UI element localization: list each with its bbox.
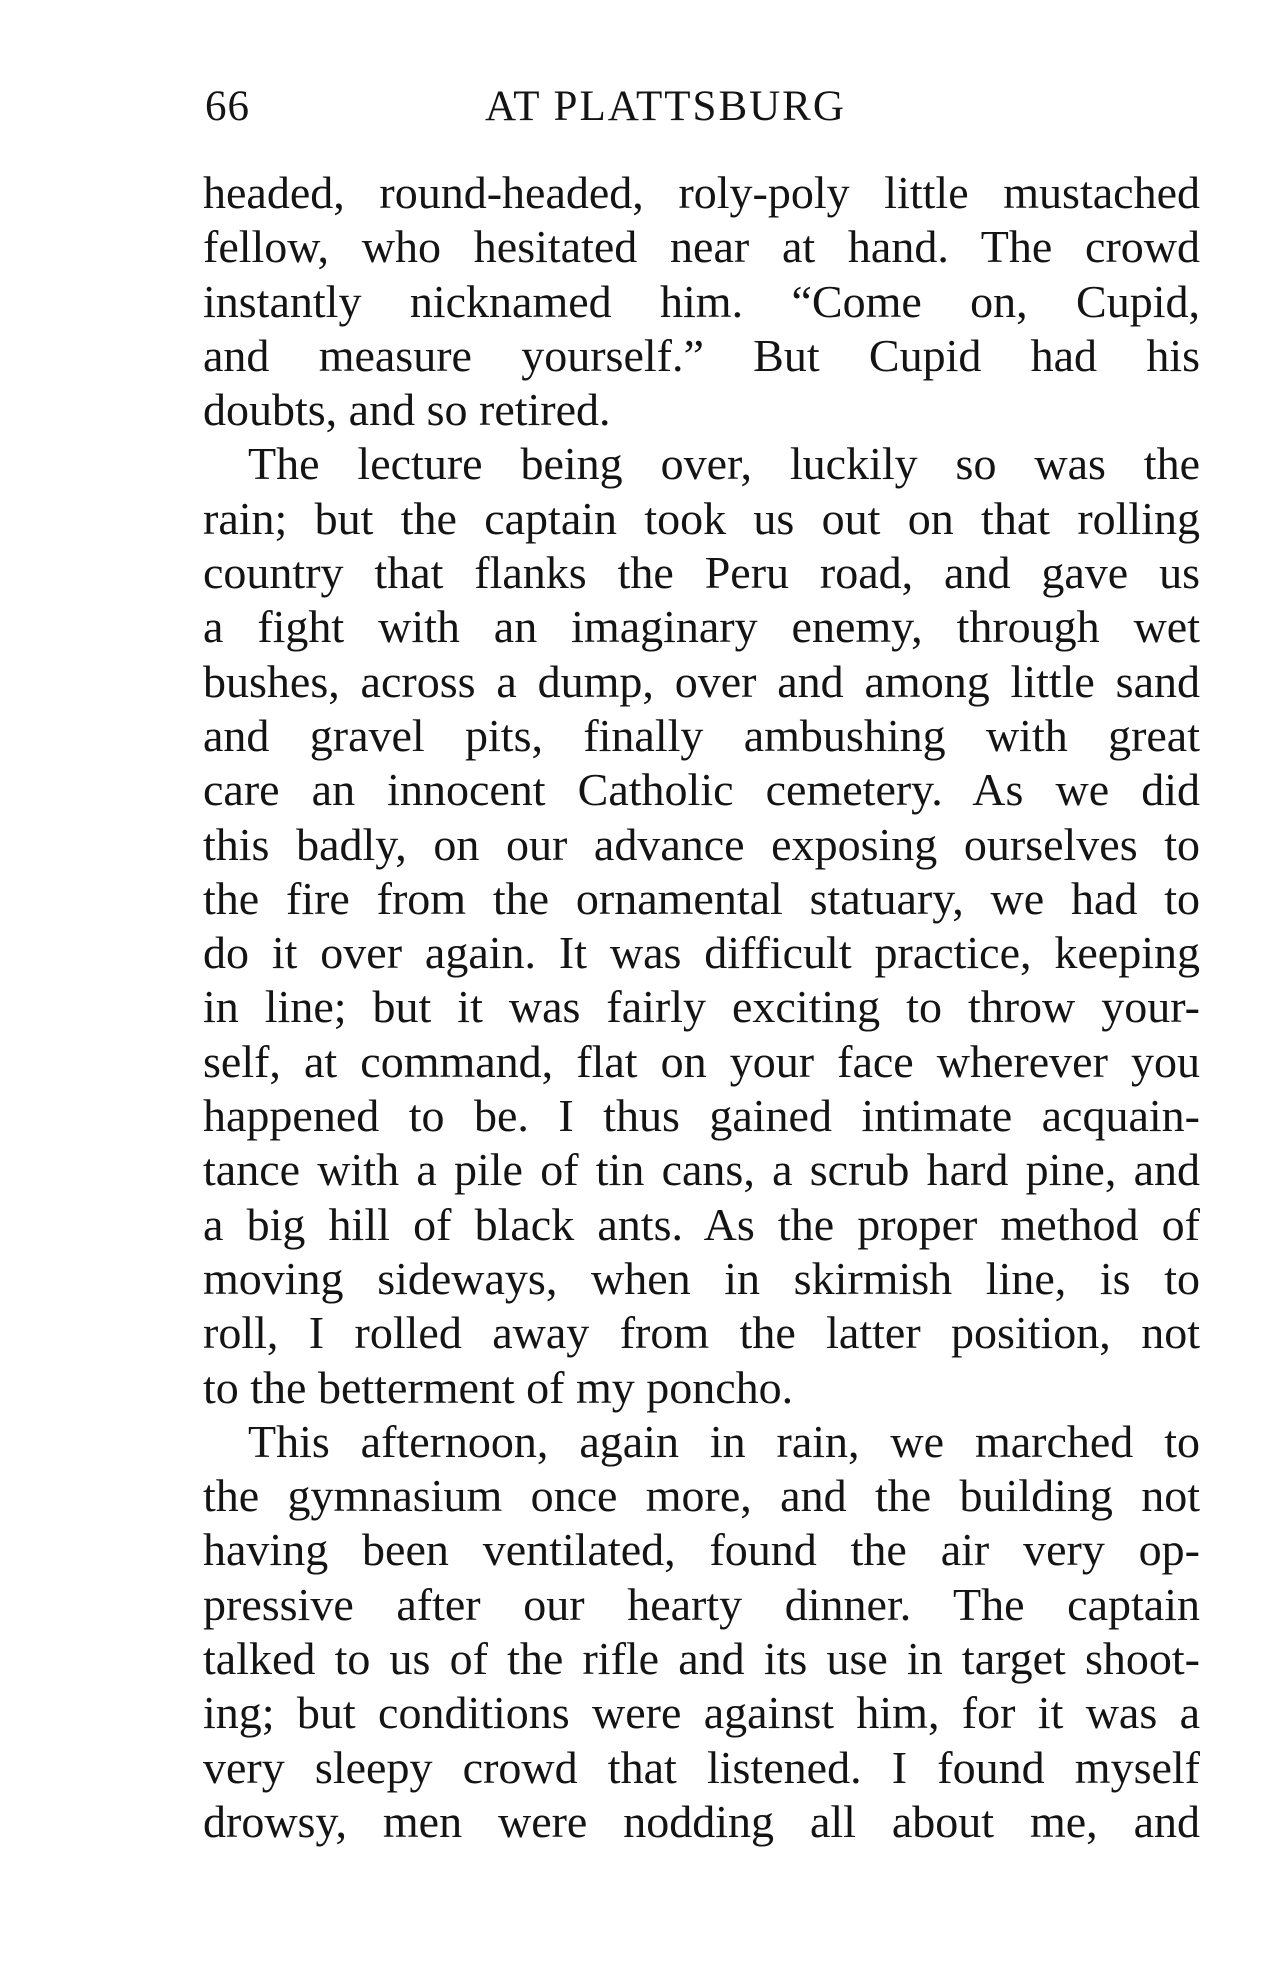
text-line: having been ventilated, found the air very op-: [203, 1524, 1200, 1576]
text-line: tance with a pile of tin cans, a scrub hard pine, and: [203, 1144, 1200, 1196]
text-line: bushes, across a dump, over and among little sand: [203, 655, 1200, 707]
text-line: a big hill of black ants. As the proper method of: [203, 1198, 1200, 1250]
text-line: ing; but conditions were against him, for it was a: [203, 1687, 1200, 1739]
text-line: and measure yourself.” But Cupid had his: [203, 329, 1200, 381]
text-line: happened to be. I thus gained intimate acquain-: [203, 1090, 1200, 1142]
text-line: very sleepy crowd that listened. I found myself: [203, 1741, 1200, 1793]
text-line: The lecture being over, luckily so was the: [248, 438, 1200, 490]
text-line: drowsy, men were nodding all about me, and: [203, 1795, 1200, 1847]
text-line: do it over again. It was difficult practice, keeping: [203, 927, 1200, 979]
text-line: this badly, on our advance exposing ourselves to: [203, 818, 1200, 870]
text-line: talked to us of the rifle and its use in target shoot-: [203, 1633, 1200, 1685]
text-line: moving sideways, when in skirmish line, is to: [203, 1252, 1200, 1304]
text-line: in line; but it was fairly exciting to throw your-: [203, 981, 1200, 1033]
text-line: doubts, and so retired.: [203, 384, 611, 436]
text-line: headed, round-headed, roly-poly little mustached: [203, 167, 1200, 218]
text-line: This afternoon, again in rain, we marched to: [248, 1415, 1200, 1467]
text-line: care an innocent Catholic cemetery. As we did: [203, 764, 1200, 816]
text-line: the fire from the ornamental statuary, we had to: [203, 872, 1200, 924]
text-line: country that flanks the Peru road, and gave us: [203, 547, 1200, 599]
running-title: AT PLATTSBURG: [485, 83, 846, 130]
text-line: self, at command, flat on your face wherever you: [203, 1035, 1200, 1087]
text-line: instantly nicknamed him. “Come on, Cupid,: [203, 275, 1200, 327]
text-line: pressive after our hearty dinner. The captain: [203, 1578, 1200, 1630]
text-line: rain; but the captain took us out on that rolling: [203, 492, 1200, 544]
body-text: [203, 166, 1200, 1849]
text-line: the gymnasium once more, and the building not: [203, 1470, 1200, 1522]
text-line: a fight with an imaginary enemy, through wet: [203, 601, 1200, 653]
text-line: to the betterment of my poncho.: [203, 1361, 794, 1413]
text-line: fellow, who hesitated near at hand. The crowd: [203, 221, 1200, 273]
text-line: roll, I rolled away from the latter position, not: [203, 1307, 1200, 1359]
text-line: and gravel pits, finally ambushing with great: [203, 709, 1200, 761]
running-head: [205, 72, 1205, 142]
page-number: 66: [205, 83, 250, 130]
